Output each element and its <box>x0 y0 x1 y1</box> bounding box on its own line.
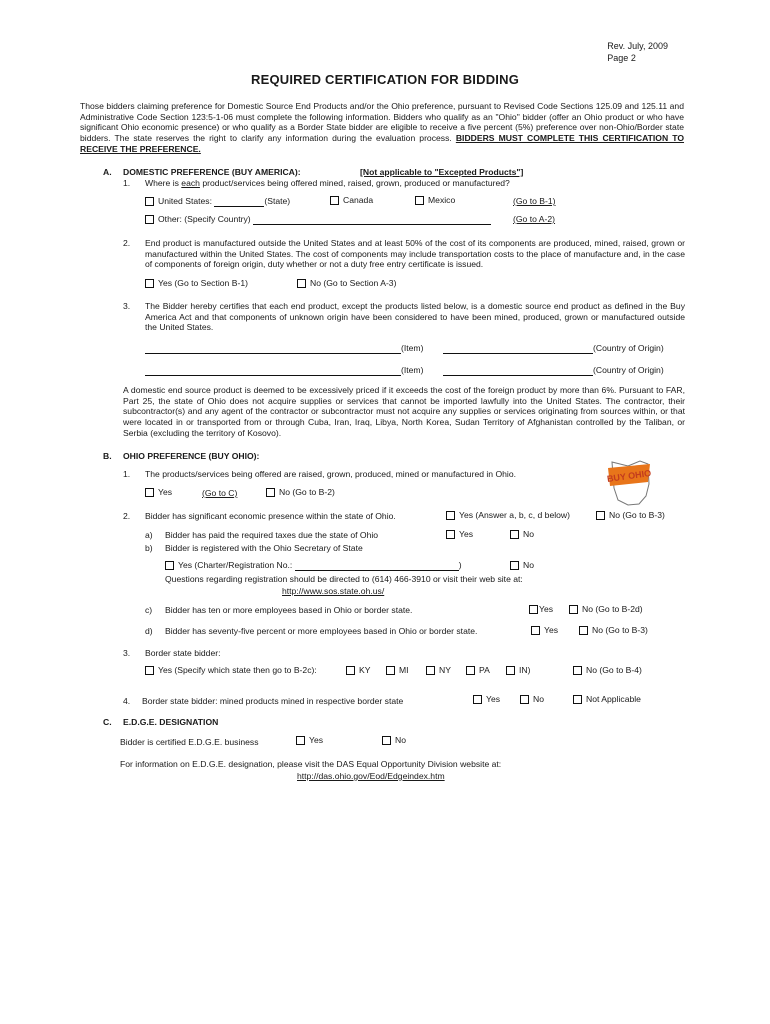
section-c-letter: C. <box>103 717 112 727</box>
b2c-yes-checkbox[interactable] <box>529 605 538 614</box>
b4-number: 4. <box>123 696 131 706</box>
b2d-no-checkbox[interactable] <box>579 626 588 635</box>
page-number: Page 2 <box>607 53 636 63</box>
canada-option <box>330 195 373 206</box>
b3-number: 3. <box>123 648 131 658</box>
b2-no-checkbox[interactable] <box>596 511 605 520</box>
b2c-yes-label: Yes <box>539 604 554 614</box>
canada-label: Canada <box>343 195 374 205</box>
pa-option <box>466 665 490 676</box>
b2d-yes-label: Yes <box>544 625 559 635</box>
a2-no-option <box>297 278 396 289</box>
item-label-2: (Item) <box>401 365 424 375</box>
mi-label: MI <box>399 665 409 675</box>
mi-option <box>386 665 409 676</box>
a3-number: 3. <box>123 301 131 311</box>
b2a-yes-label: Yes <box>459 529 474 539</box>
country-label-1: (Country of Origin) <box>593 343 664 353</box>
b2a-no-option <box>510 529 534 540</box>
a1-us-option <box>145 196 290 207</box>
b2b-close-paren: ) <box>458 560 462 570</box>
a1-other-option <box>145 214 491 225</box>
a2-yes-label: Yes (Go to Section B-1) <box>158 278 248 288</box>
b1-text: The products/services being offered are raised, grown, produced, mined or manufactured in Ohio. <box>145 469 517 479</box>
b2c-no-checkbox[interactable] <box>569 605 578 614</box>
state-field[interactable] <box>214 197 264 207</box>
b1-no-label: No (Go to B-2) <box>279 487 335 497</box>
state-label: (State) <box>264 196 291 206</box>
item-field-2[interactable] <box>145 366 401 376</box>
b3-no-option <box>573 665 642 676</box>
pa-checkbox[interactable] <box>466 666 475 675</box>
b2d-label: d) <box>145 626 153 636</box>
b2b-yes-label: Yes (Charter/Registration No.: <box>178 560 293 570</box>
other-checkbox[interactable] <box>145 215 154 224</box>
edge-website-link[interactable]: http://das.ohio.gov/Eod/Edgeindex.htm <box>297 771 445 781</box>
intro-text: Those bidders claiming preference for Domestic Source End Products and/or the Ohio preference, pursuant to Revised Code Sections 125.09 and 125.11 and Administrative Code Section 123:5-1-06 must complete the following information. Bidders who qualify as an "Ohio" bidder (offer an Ohio product or who have significant Ohio economic presence) or who qualify as a Border State bidder are eligible to receive a five percent (5%) preference over non-Ohio/Border state bidders. The state reserves the right to clarify any information during the evaluation process. <box>80 101 684 144</box>
section-b-letter: B. <box>103 451 112 461</box>
b2-yes-option <box>446 510 570 521</box>
b2-no-option <box>596 510 665 521</box>
a2-no-label: No (Go to Section A-3) <box>310 278 397 288</box>
edge-yes-option <box>296 735 323 746</box>
ky-label: KY <box>359 665 371 675</box>
b4-na-label: Not Applicable <box>586 694 641 704</box>
b2-yes-label: Yes (Answer a, b, c, d below) <box>459 510 570 520</box>
b2-no-label: No (Go to B-3) <box>609 510 665 520</box>
country-label-2: (Country of Origin) <box>593 365 664 375</box>
a2-yes-option <box>145 278 248 289</box>
item-label-1: (Item) <box>401 343 424 353</box>
a1-number: 1. <box>123 178 131 188</box>
go-b1-link: (Go to B-1) <box>513 196 556 206</box>
b2a-text: Bidder has paid the required taxes due the state of Ohio <box>165 530 379 540</box>
b2a-no-checkbox[interactable] <box>510 530 519 539</box>
revision-date: Rev. July, 2009 <box>607 41 668 51</box>
edge-no-label: No <box>395 735 406 745</box>
a2-text: End product is manufactured outside the United States and at least 50% of the cost of its components are produced, mined, raised, grown or manufactured within the United States. The cost of components may include transportation costs to the place of manufacture and, in the case of components of foreign origin, duty whether or not a duty free entry certificate is issued. <box>145 238 685 270</box>
go-a2-link: (Go to A-2) <box>513 214 556 224</box>
ny-option <box>426 665 451 676</box>
mexico-checkbox[interactable] <box>415 196 424 205</box>
b4-no-option <box>520 694 544 705</box>
b3-text: Border state bidder: <box>145 648 221 658</box>
b1-number: 1. <box>123 469 131 479</box>
section-a-letter: A. <box>103 167 112 177</box>
b2-number: 2. <box>123 511 131 521</box>
b1-yes-option <box>145 487 172 498</box>
in-checkbox[interactable] <box>506 666 515 675</box>
country-row-1 <box>443 343 664 354</box>
edge-no-checkbox[interactable] <box>382 736 391 745</box>
b2c-label: c) <box>145 605 153 615</box>
mi-checkbox[interactable] <box>386 666 395 675</box>
b2b-text: Bidder is registered with the Ohio Secretary of State <box>165 543 363 553</box>
b3-no-label: No (Go to B-4) <box>586 665 642 675</box>
edge-yes-checkbox[interactable] <box>296 736 305 745</box>
b4-no-checkbox[interactable] <box>520 695 529 704</box>
mexico-label: Mexico <box>428 195 456 205</box>
b2c-text: Bidder has ten or more employees based in Ohio or border state. <box>165 605 413 615</box>
a2-yes-checkbox[interactable] <box>145 279 154 288</box>
b2d-no-option <box>579 625 648 636</box>
b3-yes-option <box>145 665 317 676</box>
b4-yes-checkbox[interactable] <box>473 695 482 704</box>
item-row-1 <box>145 343 423 354</box>
b1-yes-checkbox[interactable] <box>145 488 154 497</box>
mexico-option <box>415 195 455 206</box>
b1-goc-link: (Go to C) <box>202 488 238 498</box>
page-title: REQUIRED CERTIFICATION FOR BIDDING <box>251 72 519 87</box>
canada-checkbox[interactable] <box>330 196 339 205</box>
a2-number: 2. <box>123 238 131 248</box>
b1-yes-label: Yes <box>158 487 173 497</box>
edge-yes-label: Yes <box>309 735 324 745</box>
in-option <box>506 665 530 676</box>
us-checkbox[interactable] <box>145 197 154 206</box>
other-country-field[interactable] <box>253 215 491 225</box>
b2c-yes-option <box>529 604 553 615</box>
b4-no-label: No <box>533 694 544 704</box>
section-a-heading: DOMESTIC PREFERENCE (BUY AMERICA): <box>123 167 301 177</box>
in-label: IN) <box>519 665 531 675</box>
a-closing-paragraph: A domestic end source product is deemed to be excessively priced if it exceeds the cost of the foreign product by more than 6%. Pursuant to FAR, Part 25, the state of Ohio does not acquire supplies or services that cannot be imported lawfully into the United States. The contractor, their subcontractor(s) and any agent of the contractor or subcontractor must not acquire any supplies or services originating from sources within, or that were located in or transported from or through Cuba, Iran, Iraq, Libya, North Korea, Sudan Territory of Afghanistan controlled by the Taliban, or Serbia (excluding the territory of Kosovo). <box>123 385 685 438</box>
ky-option <box>346 665 370 676</box>
section-a-note: [Not applicable to "Excepted Products"] <box>360 167 524 177</box>
b2d-yes-checkbox[interactable] <box>531 626 540 635</box>
other-label: Other: (Specify Country) <box>158 214 251 224</box>
buy-ohio-logo-text: BUY OHIO <box>606 467 652 485</box>
section-b-heading: OHIO PREFERENCE (BUY OHIO): <box>123 451 260 461</box>
buy-ohio-logo <box>606 458 654 508</box>
b4-na-option <box>573 694 641 705</box>
a1-question: Where is each product/services being offered mined, raised, grown, produced or manufactured? <box>145 178 510 188</box>
country-row-2 <box>443 365 664 376</box>
b4-yes-option <box>473 694 500 705</box>
item-field-1[interactable] <box>145 344 401 354</box>
b2d-yes-option <box>531 625 558 636</box>
ky-checkbox[interactable] <box>346 666 355 675</box>
intro-paragraph <box>80 101 684 155</box>
us-label: United States: <box>158 196 212 206</box>
b2d-text: Bidder has seventy-five percent or more employees based in Ohio or border state. <box>165 626 478 636</box>
b2b-yes-checkbox[interactable] <box>165 561 174 570</box>
country-field-2[interactable] <box>443 366 593 376</box>
b2-yes-checkbox[interactable] <box>446 511 455 520</box>
b2b-yes-option <box>165 560 462 571</box>
sos-website-link[interactable]: http://www.sos.state.oh.us/ <box>282 586 385 596</box>
b4-na-checkbox[interactable] <box>573 695 582 704</box>
b1-no-option <box>266 487 335 498</box>
b2c-no-label: No (Go to B-2d) <box>582 604 643 614</box>
b2-text: Bidder has significant economic presence within the state of Ohio. <box>145 511 396 521</box>
section-c-heading: E.D.G.E. DESIGNATION <box>123 717 219 727</box>
b2c-no-option <box>569 604 643 615</box>
item-row-2 <box>145 365 423 376</box>
b2b-no-label: No <box>523 560 534 570</box>
b2a-yes-option <box>446 529 473 540</box>
a2-no-checkbox[interactable] <box>297 279 306 288</box>
b4-yes-label: Yes <box>486 694 501 704</box>
b2b-label: b) <box>145 543 153 553</box>
b2a-yes-checkbox[interactable] <box>446 530 455 539</box>
b2b-questions: Questions regarding registration should be directed to (614) 466-3910 or visit their web site at: <box>165 574 523 584</box>
b2a-no-label: No <box>523 529 534 539</box>
charter-number-field[interactable] <box>295 561 459 571</box>
edge-info-text: For information on E.D.G.E. designation, please visit the DAS Equal Opportunity Division website at: <box>120 759 502 769</box>
b2d-no-label: No (Go to B-3) <box>592 625 648 635</box>
a3-text: The Bidder hereby certifies that each end product, except the products listed below, is a domestic source end product as defined in the Buy America Act and that components of unknown origin have been considered to have been mined, produced, grown or manufactured outside the United States. <box>145 301 685 333</box>
b3-yes-label: Yes (Specify which state then go to B-2c): <box>158 665 317 675</box>
revision-block <box>607 40 668 64</box>
b2b-no-option <box>510 560 534 571</box>
b3-no-checkbox[interactable] <box>573 666 582 675</box>
b1-no-checkbox[interactable] <box>266 488 275 497</box>
pa-label: PA <box>479 665 490 675</box>
b4-text: Border state bidder: mined products mined in respective border state <box>142 696 404 706</box>
b3-yes-checkbox[interactable] <box>145 666 154 675</box>
country-field-1[interactable] <box>443 344 593 354</box>
ny-label: NY <box>439 665 451 675</box>
ny-checkbox[interactable] <box>426 666 435 675</box>
edge-certified-text: Bidder is certified E.D.G.E. business <box>120 737 259 747</box>
b2a-label: a) <box>145 530 153 540</box>
edge-no-option <box>382 735 406 746</box>
b2b-no-checkbox[interactable] <box>510 561 519 570</box>
intro-emphasis: BIDDERS MUST COMPLETE THIS CERTIFICATION TO RECEIVE THE PREFERENCE. <box>80 133 685 154</box>
